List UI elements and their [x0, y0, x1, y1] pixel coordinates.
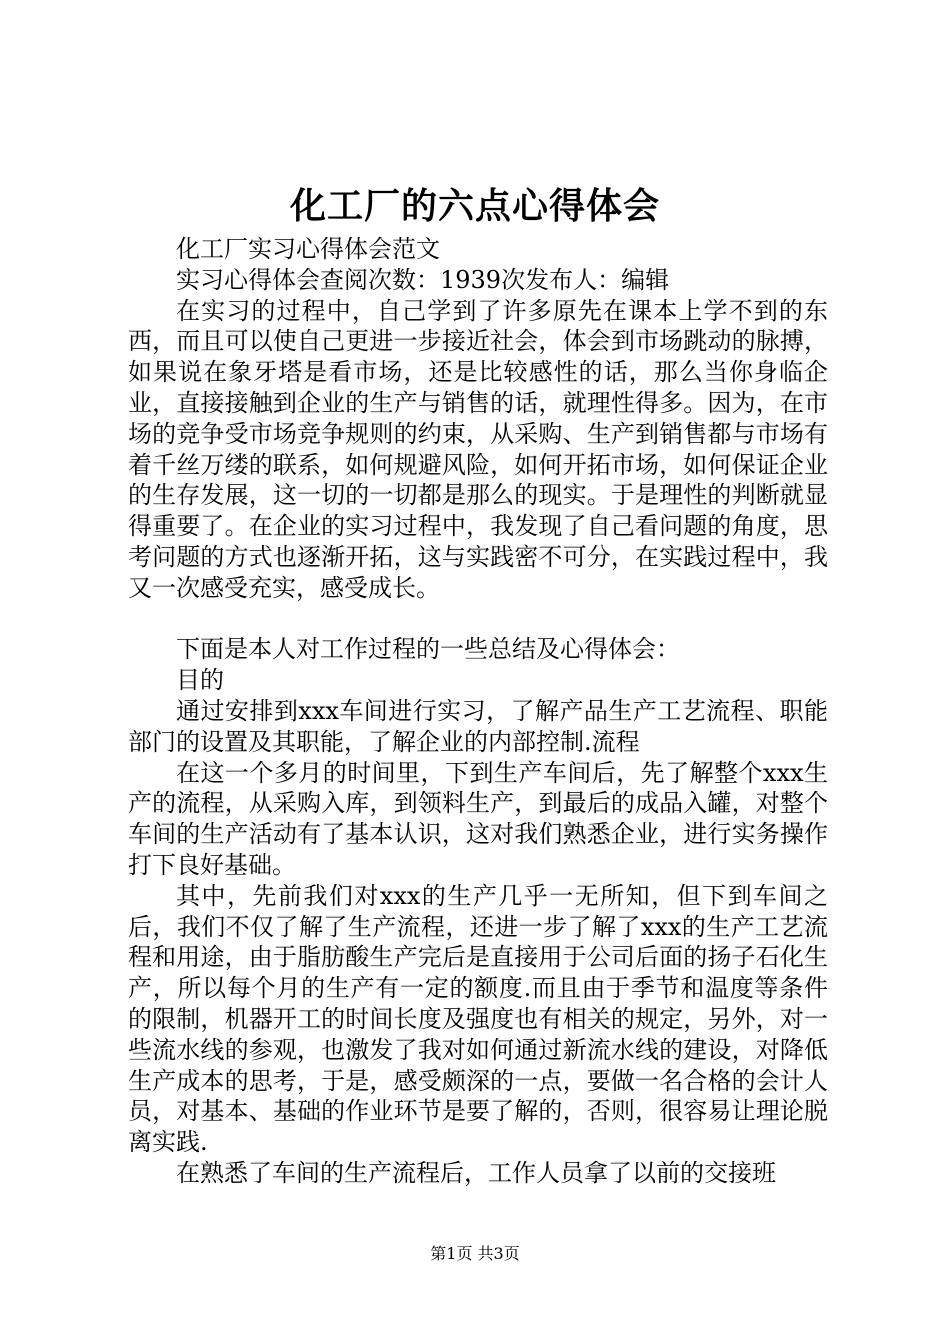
- paragraph-intro: 在实习的过程中，自己学到了许多原先在课本上学不到的东西，而且可以使自己更进一步接近社会，体会到市场跳动的脉搏，如果说在象牙塔是看市场，还是比较感性的话，那么当你身临企业，直接接触到企业的生产与销售的话，就理性得多。因为，在市场的竞争受市场竞争规则的约束，从采购、生产到销售都与市场有着千丝万缕的联系，如何规避风险，如何开拓市场，如何保证企业的生存发展，这一切的一切都是那么的现实。于是理性的判断就显得重要了。在企业的实习过程中，我发现了自己看问题的角度，思考问题的方式也逐渐开拓，这与实践密不可分，在实践过程中，我又一次感受充实，感受成长。: [128, 296, 828, 602]
- paragraph-heading-purpose: 目的: [176, 666, 224, 695]
- paragraph-subtitle: 化工厂实习心得体会范文: [176, 235, 440, 263]
- paragraph-meta: 实习心得体会查阅次数：1939次发布人：编辑: [176, 265, 670, 294]
- paragraph-workshop: 在这一个多月的时间里，下到生产车间后，先了解整个xxx生产的流程，从采购入库，到领料生产，到最后的成品入罐，对整个车间的生产活动有了基本认识，这对我们熟悉企业，进行实务操作打下良好基础。: [128, 758, 828, 879]
- paragraph-purpose: 通过安排到xxx车间进行实习，了解产品生产工艺流程、职能部门的设置及其职能，了解企业的内部控制.流程: [128, 696, 828, 756]
- document-body: [128, 234, 828, 1189]
- document-title: 化工厂的六点心得体会: [289, 185, 660, 227]
- page-footer: 第1页 共3页: [430, 1244, 520, 1263]
- paragraph-production: 其中，先前我们对xxx的生产几乎一无所知，但下到车间之后，我们不仅了解了生产流程，还进一步了解了xxx的生产工艺流程和用途，由于脂肪酸生产完后是直接用于公司后面的扬子石化生产，所以每个月的生产有一定的额度.而且由于季节和温度等条件的限制，机器开工的时间长度及强度也有相关的规定，另外，对一些流水线的参观，也激发了我对如何通过新流水线的建设，对降低生产成本的思考，于是，感受颇深的一点，要做一名合格的会计人员，对基本、基础的作业环节是要了解的，否则，很容易让理论脱离实践.: [128, 881, 828, 1157]
- paragraph-handover: 在熟悉了车间的生产流程后，工作人员拿了以前的交接班: [176, 1158, 776, 1187]
- paragraph-spacer: [128, 604, 828, 635]
- paragraph-summary-lead: 下面是本人对工作过程的一些总结及心得体会：: [176, 635, 680, 664]
